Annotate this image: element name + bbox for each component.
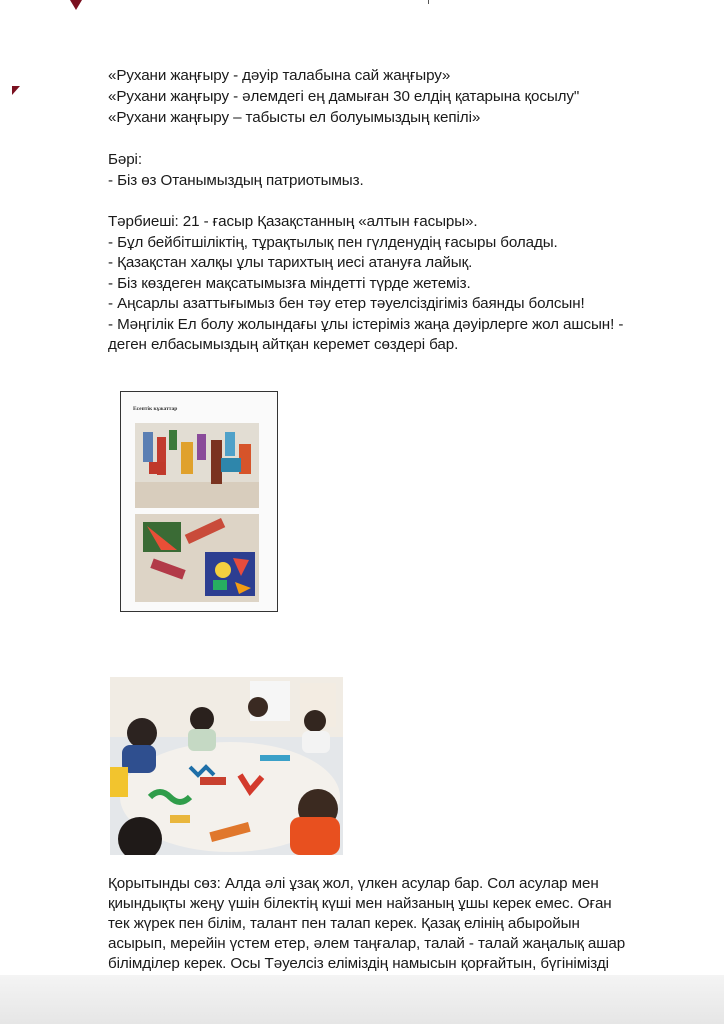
slogan-line: «Рухани жаңғыру - дәуір талабына сай жаңғыру» xyxy=(108,67,451,84)
teacher-line: - Мәңгілік Ел болу жолындағы ұлы істеріміз жаңа дәуірлерге жол ашсын! - xyxy=(108,316,624,333)
conclusion-line: тек жүрек пен білім, талант пен талап керек. Қазақ елінің абыройын xyxy=(108,915,580,932)
conclusion-line: асырып, мерейін үстем етер, әлем таңғалар, талай - талай жаңалық ашар xyxy=(108,935,626,952)
teacher-line: - Бұл бейбітшіліктің, тұрақтылық пен гүлденудің ғасыры болады. xyxy=(108,234,558,251)
teacher-line: Тәрбиеші: 21 - ғасыр Қазақстанның «алтын ғасыры». xyxy=(108,213,478,230)
scan-tick-mark xyxy=(428,0,429,4)
figure-caption: Есептік кұжаттар xyxy=(133,406,178,412)
teacher-line: - Біз көздеген мақсатымызға міндетті түрде жетеміз. xyxy=(108,275,471,292)
scan-margin-mark xyxy=(12,86,20,95)
conclusion-line: қиындықты жеңу үшін білектің күші мен найзаның ұшы керек емес. Оған xyxy=(108,895,612,912)
conclusion-line: Қорытынды сөз: Алда әлі ұзақ жол, үлкен асулар бар. Сол асулар мен xyxy=(108,875,599,892)
all-label: Бәрі: xyxy=(108,151,142,168)
craft-photo-top xyxy=(135,423,259,508)
teacher-line: - Аңсарлы азаттығымыз бен тәу етер тәуелсіздігіміз баянды болсын! xyxy=(108,295,585,312)
slogan-line: «Рухани жаңғыру – табысты ел болуымыздың кепілі» xyxy=(108,109,481,126)
conclusion-line: білімділер керек. Осы Тәуелсіз еліміздің намысын қорғайтын, бүгінімізді xyxy=(108,955,609,972)
figure-photos xyxy=(121,392,276,610)
children-activity-photo xyxy=(110,677,343,855)
slogan-line: «Рухани жаңғыру - әлемдегі ең дамыған 30 елдің қатарына қосылу" xyxy=(108,88,580,105)
children-photo-art xyxy=(110,677,343,855)
figure-frame xyxy=(120,391,278,612)
scan-corner-mark xyxy=(70,0,82,10)
all-line: - Біз өз Отанымыздың патриотымыз. xyxy=(108,172,364,189)
teacher-line: - Қазақстан халқы ұлы тарихтың иесі атануға лайық. xyxy=(108,254,473,271)
craft-photo-bottom xyxy=(135,514,259,602)
teacher-line: деген елбасымыздың айтқан керемет сөздері бар. xyxy=(108,336,459,353)
scan-bottom-shade xyxy=(0,975,724,1024)
